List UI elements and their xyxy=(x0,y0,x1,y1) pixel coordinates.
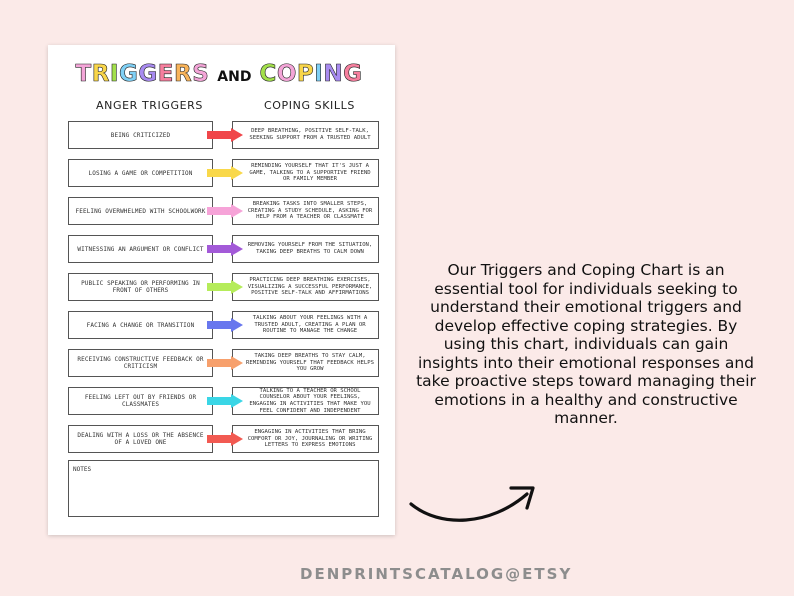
trigger-cell: LOSING A GAME OR COMPETITION xyxy=(68,159,213,187)
trigger-row xyxy=(68,311,379,339)
title-coping xyxy=(259,61,362,87)
title-letter: T xyxy=(75,61,92,87)
trigger-cell: WITNESSING AN ARGUMENT OR CONFLICT xyxy=(68,235,213,263)
title-letter: I xyxy=(109,61,119,87)
trigger-cell: RECEIVING CONSTRUCTIVE FEEDBACK OR CRITICISM xyxy=(68,349,213,377)
title-letter: I xyxy=(314,61,324,87)
title-letter: O xyxy=(276,61,297,87)
trigger-row xyxy=(68,159,379,187)
coping-cell: REMINDING YOURSELF THAT IT'S JUST A GAME, TALKING TO A SUPPORTIVE FRIEND OR FAMILY MEMBER xyxy=(232,159,379,187)
arrow-icon xyxy=(207,394,243,408)
arrow-icon xyxy=(207,318,243,332)
trigger-cell: FEELING LEFT OUT BY FRIENDS OR CLASSMATES xyxy=(68,387,213,415)
coping-cell: TAKING DEEP BREATHS TO STAY CALM, REMINDING YOURSELF THAT FEEDBACK HELPS YOU GROW xyxy=(232,349,379,377)
title-letter: C xyxy=(259,61,277,87)
trigger-cell: BEING CRITICIZED xyxy=(68,121,213,149)
arrow-icon xyxy=(207,356,243,370)
arrow-icon xyxy=(207,166,243,180)
coping-cell: BREAKING TASKS INTO SMALLER STEPS, CREATING A STUDY SCHEDULE, ASKING FOR HELP FROM A TEACHER OR CLASSMATE xyxy=(232,197,379,225)
trigger-cell: FACING A CHANGE OR TRANSITION xyxy=(68,311,213,339)
coping-skills-header: COPING SKILLS xyxy=(264,99,355,112)
trigger-row xyxy=(68,349,379,377)
notes-label: NOTES xyxy=(73,466,92,473)
title-letter: S xyxy=(192,61,210,87)
shop-footer: DENPRINTSCATALOG@ETSY xyxy=(300,565,573,583)
title-letter: P xyxy=(296,61,315,87)
trigger-row xyxy=(68,387,379,415)
worksheet-preview xyxy=(48,45,395,535)
title-and: AND xyxy=(217,69,252,85)
trigger-cell: DEALING WITH A LOSS OR THE ABSENCE OF A LOVED ONE xyxy=(68,425,213,453)
trigger-row xyxy=(68,197,379,225)
trigger-row xyxy=(68,425,379,453)
title-letter: R xyxy=(91,61,110,87)
title-letter: R xyxy=(173,61,193,87)
trigger-row xyxy=(68,273,379,301)
coping-cell: ENGAGING IN ACTIVITIES THAT BRING COMFORT OR JOY, JOURNALING OR WRITING LETTERS TO EXPRESS EMOTIONS xyxy=(232,425,379,453)
title-letter: G xyxy=(138,61,158,87)
trigger-row xyxy=(68,235,379,263)
title-letter: G xyxy=(118,61,139,87)
coping-cell: TALKING TO A TEACHER OR SCHOOL COUNSELOR ABOUT YOUR FEELINGS, ENGAGING IN ACTIVITIES THAT MAKE YOU FEEL CONFIDENT AND INDEPENDENT xyxy=(232,387,379,415)
coping-cell: PRACTICING DEEP BREATHING EXERCISES, VISUALIZING A SUCCESSFUL PERFORMANCE, POSITIVE SELF-TALK AND AFFIRMATIONS xyxy=(232,273,379,301)
arrow-icon xyxy=(207,432,243,446)
arrow-icon xyxy=(207,242,243,256)
trigger-row xyxy=(68,121,379,149)
trigger-cell: FEELING OVERWHELMED WITH SCHOOLWORK xyxy=(68,197,213,225)
coping-cell: TALKING ABOUT YOUR FEELINGS WITH A TRUSTED ADULT, CREATING A PLAN OR ROUTINE TO MANAGE THE CHANGE xyxy=(232,311,379,339)
anger-triggers-header: ANGER TRIGGERS xyxy=(96,99,203,112)
title-letter: G xyxy=(343,61,363,87)
curved-arrow-icon xyxy=(405,480,540,530)
worksheet-title xyxy=(74,61,364,87)
title-letter: N xyxy=(323,61,344,87)
notes-box xyxy=(68,460,379,517)
arrow-icon xyxy=(207,204,243,218)
description-text: Our Triggers and Coping Chart is an essential tool for individuals seeking to understand their emotional triggers and develop effective coping strategies. By using this chart, individuals can gain insights into their emotional responses and take proactive steps toward managing their emotions in a healthy and constructive manner. xyxy=(416,261,756,427)
trigger-cell: PUBLIC SPEAKING OR PERFORMING IN FRONT OF OTHERS xyxy=(68,273,213,301)
coping-cell: REMOVING YOURSELF FROM THE SITUATION, TAKING DEEP BREATHS TO CALM DOWN xyxy=(232,235,379,263)
arrow-icon xyxy=(207,280,243,294)
arrow-icon xyxy=(207,128,243,142)
title-letter: E xyxy=(157,61,174,87)
coping-cell: DEEP BREATHING, POSITIVE SELF-TALK, SEEKING SUPPORT FROM A TRUSTED ADULT xyxy=(232,121,379,149)
title-triggers xyxy=(76,61,210,87)
